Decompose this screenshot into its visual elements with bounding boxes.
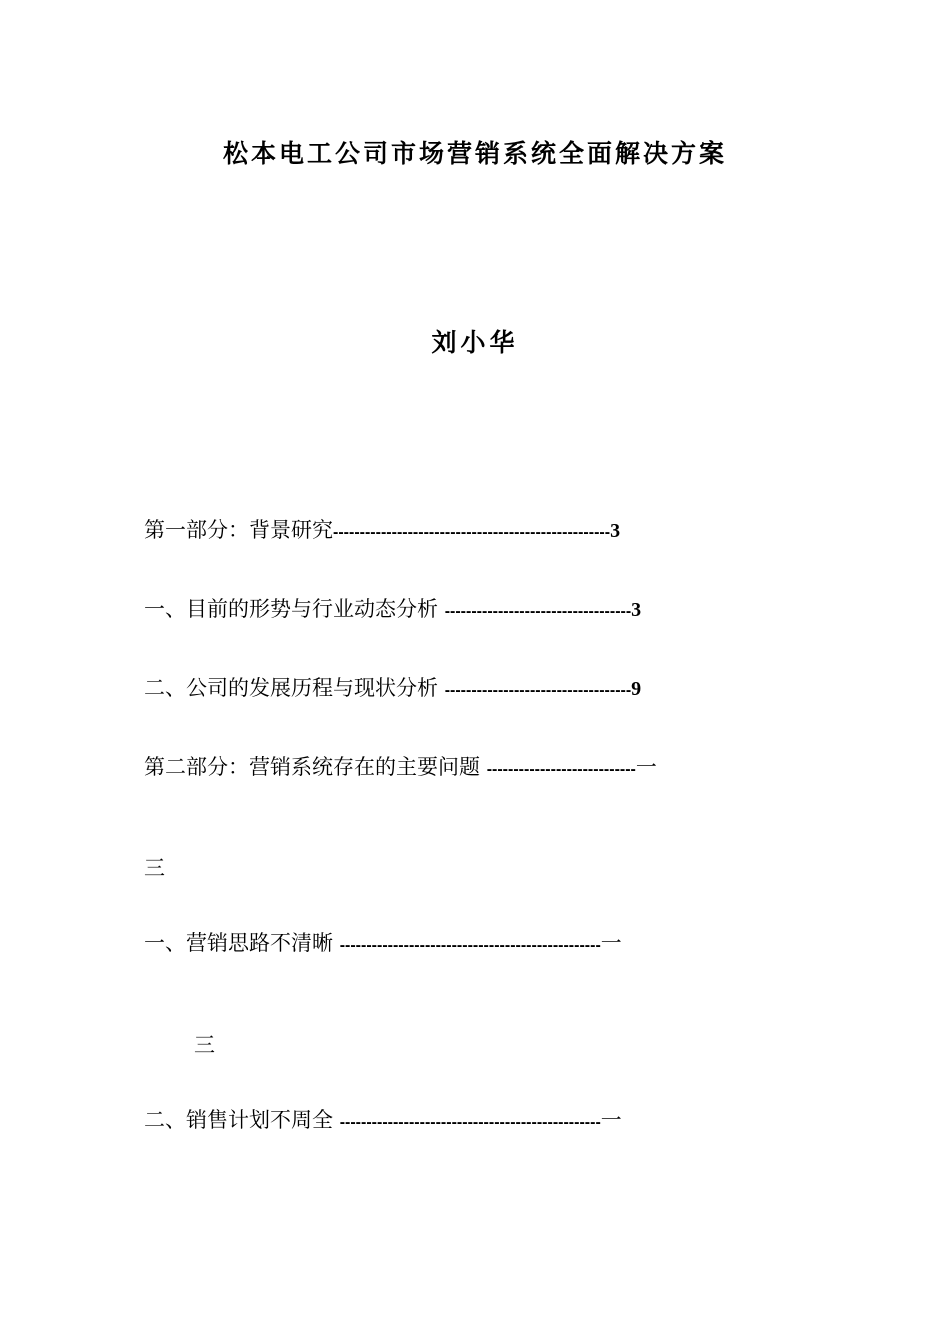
toc-entry-1-1 — [144, 594, 641, 627]
toc-entry-part2 — [144, 752, 657, 785]
toc-entry-2-1 — [144, 928, 622, 961]
toc-page-number: 三 — [144, 856, 165, 880]
toc-page-number: 9 — [631, 678, 642, 700]
toc-page-number: 一 — [600, 1108, 622, 1132]
toc-page-number: 一 — [600, 931, 622, 955]
toc-entry-2-2 — [144, 1105, 622, 1138]
toc-page-number: 三 — [194, 1033, 215, 1057]
toc-page-number: 3 — [610, 520, 621, 542]
toc-leader: ------------------------------------------------- — [339, 937, 601, 954]
toc-label: 一、目前的形势与行业动态分析 — [144, 597, 445, 621]
toc-page-number: 3 — [631, 599, 642, 621]
toc-page-number: 一 — [635, 755, 657, 779]
toc-entry-1-2 — [144, 673, 641, 706]
toc-leader: ----------------------------------- — [444, 682, 632, 699]
toc-label: 第一部分：背景研究 — [144, 518, 333, 542]
toc-entry-part1 — [144, 515, 620, 548]
toc-leader: ---------------------------- — [486, 761, 636, 778]
toc-leader: ---------------------------------------------------- — [333, 524, 611, 541]
toc-label: 第二部分：营销系统存在的主要问题 — [144, 755, 487, 779]
page-title: 松本电工公司市场营销系统全面解决方案 — [222, 139, 727, 168]
toc-leader: ----------------------------------- — [444, 603, 632, 620]
toc-page-continuation — [194, 1030, 215, 1060]
author-name: 刘小华 — [431, 328, 519, 357]
toc-label: 一、营销思路不清晰 — [144, 931, 340, 955]
toc-label: 二、公司的发展历程与现状分析 — [144, 676, 445, 700]
toc-page-continuation — [144, 853, 165, 883]
toc-label: 二、销售计划不周全 — [144, 1108, 340, 1132]
toc-leader: ------------------------------------------------- — [339, 1114, 601, 1131]
